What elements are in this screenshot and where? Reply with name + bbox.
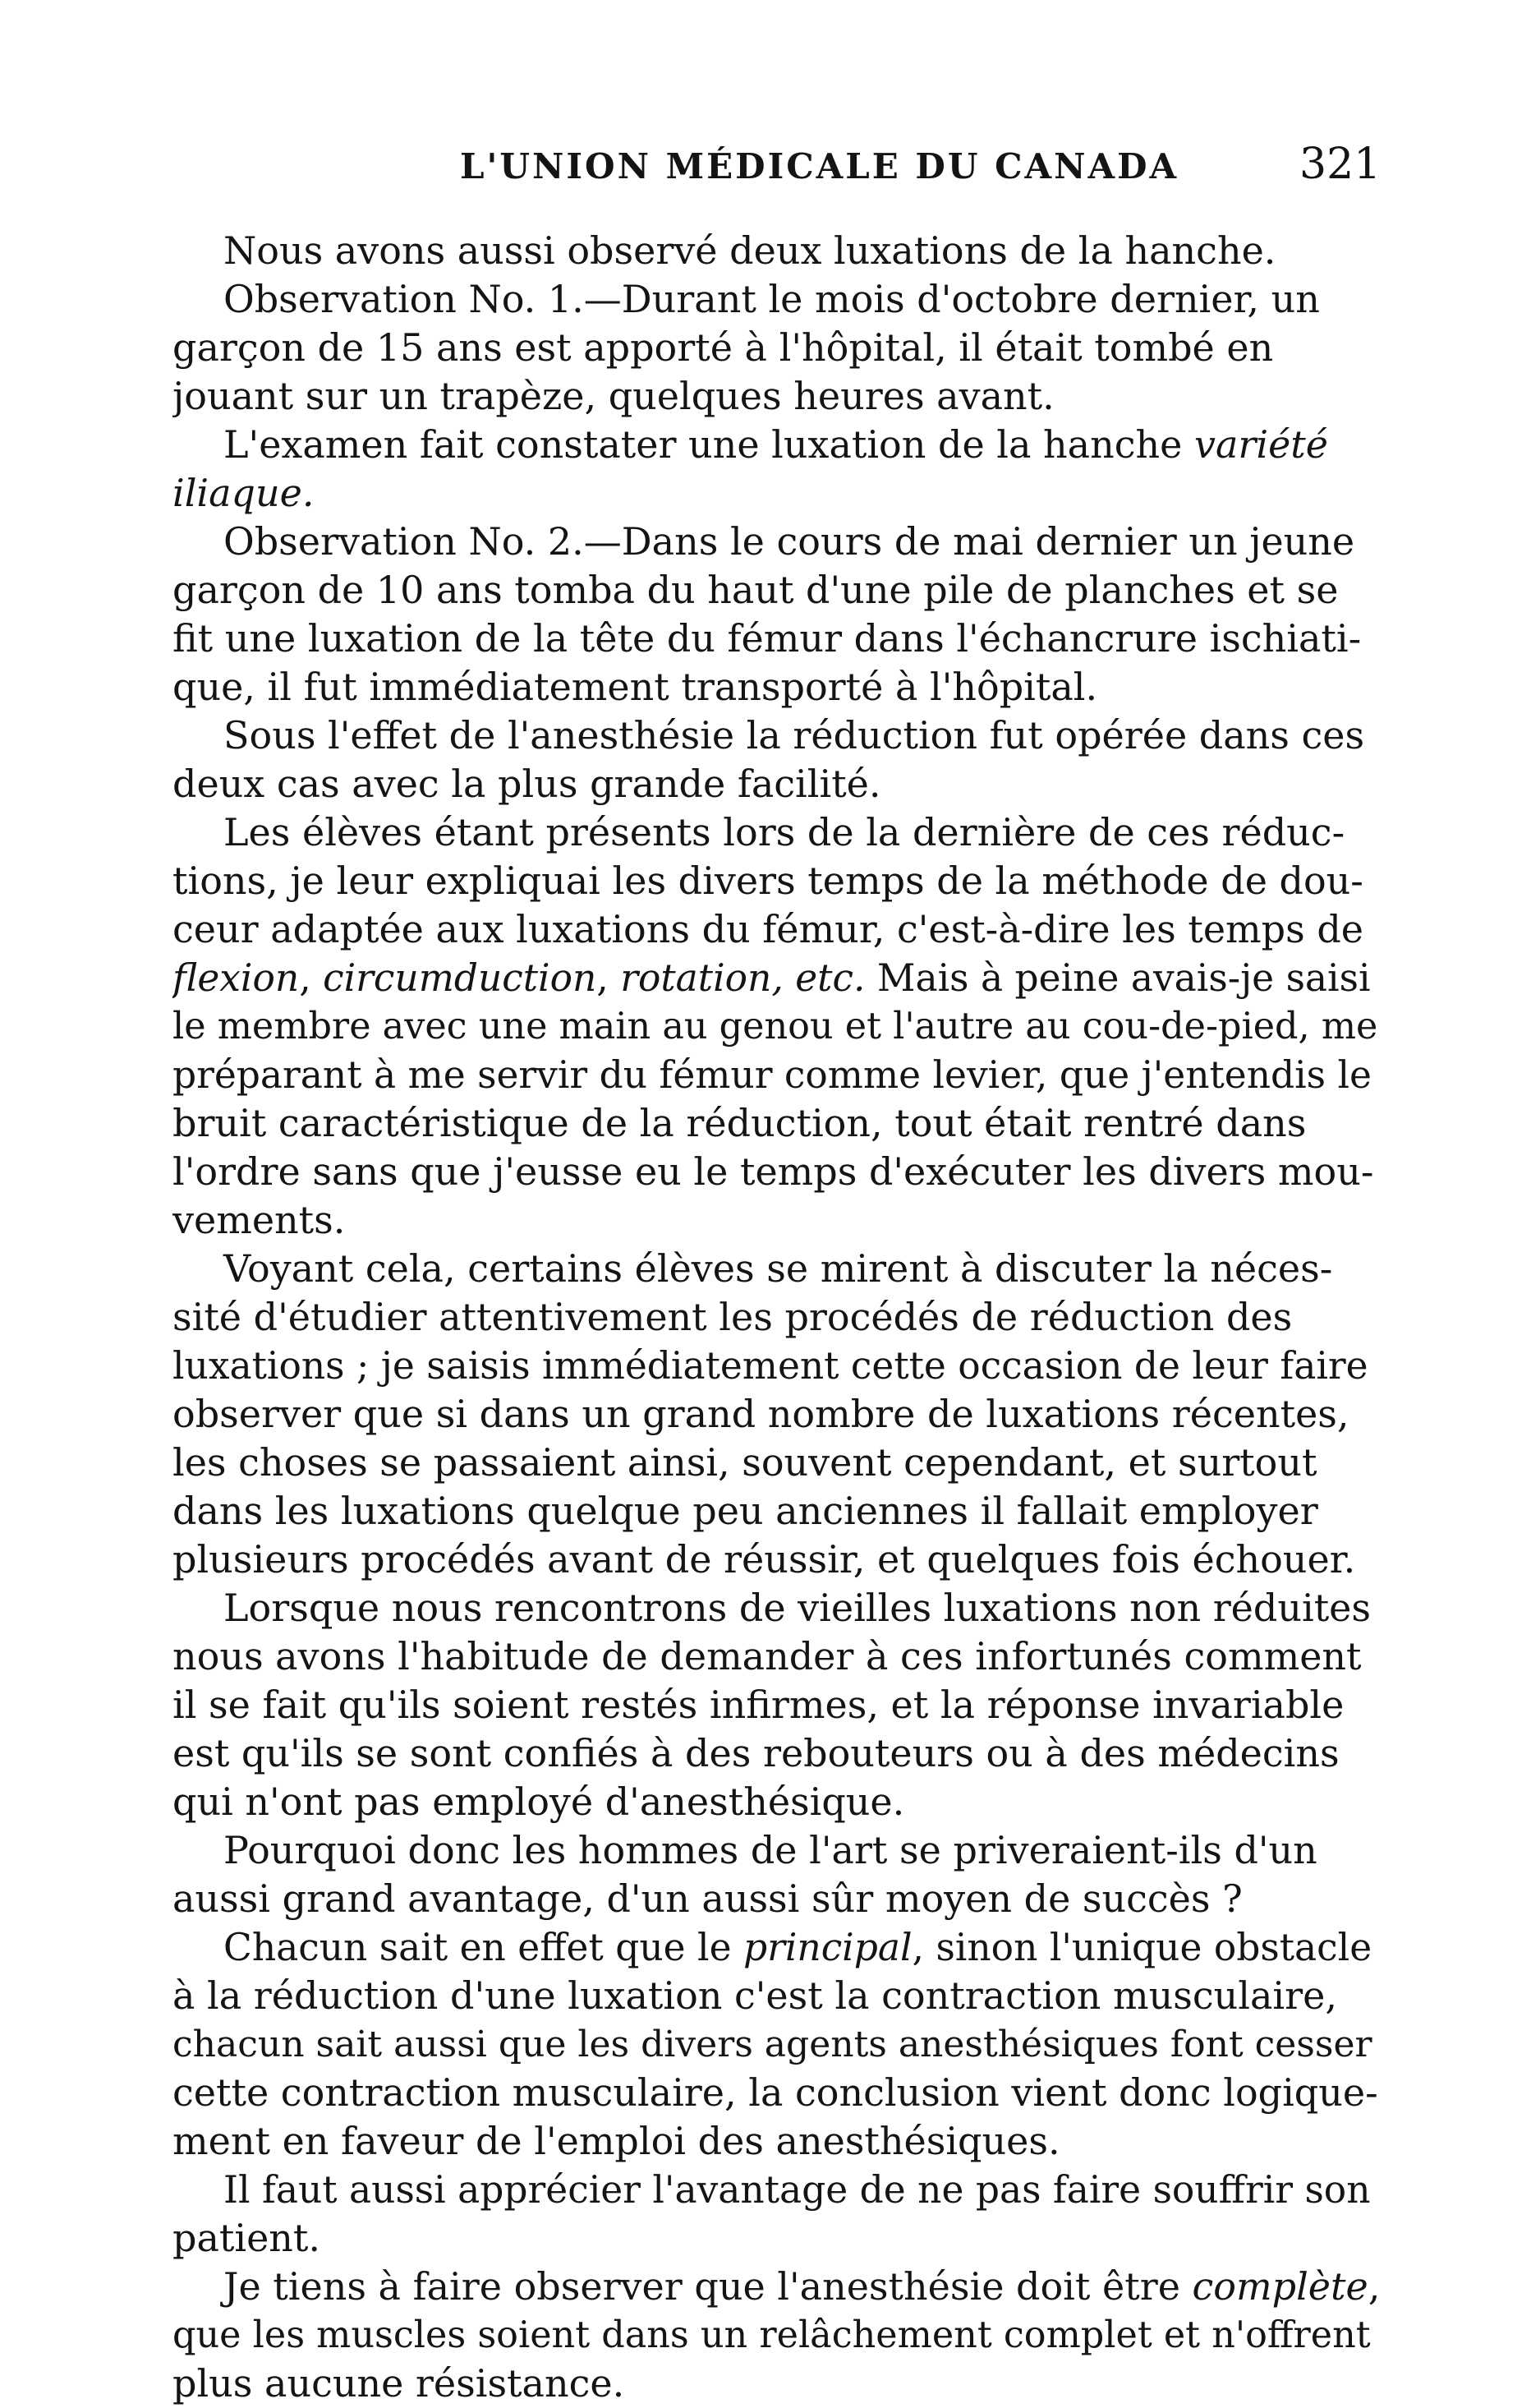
line-text: est qu'ils se sont confiés à des rebouteurs ou à des médecins	[172, 1731, 1340, 1775]
line-text: chacun sait aussi que les divers agents anesthésiques font cesser	[172, 2024, 1372, 2065]
line-text: préparant à me servir du fémur comme levier, que j'entendis le	[172, 1053, 1372, 1097]
text-line	[172, 421, 1380, 469]
italic-text: circumduction	[323, 956, 597, 1000]
line-text: ,	[596, 956, 621, 1000]
line-text: Mais à peine avais-je saisi	[865, 956, 1371, 1000]
line-text: Chacun sait en effet que le	[223, 1926, 743, 1969]
line-text: Sous l'effet de l'anesthésie la réduction fut opérée dans ces	[223, 713, 1365, 757]
text-line	[172, 2020, 1380, 2069]
text-line	[172, 1923, 1380, 1972]
text-line	[172, 566, 1380, 615]
text-line	[172, 1681, 1380, 1729]
line-text: dans les luxations quelque peu anciennes il fallait employer	[172, 1489, 1318, 1533]
text-line	[172, 2166, 1380, 2214]
line-text: L'examen fait constater une luxation de la hanche	[223, 422, 1194, 467]
text-line	[172, 2069, 1380, 2117]
line-text: le membre avec une main au genou et l'autre au cou-de-pied, me	[172, 1006, 1378, 1047]
text-line	[172, 2117, 1380, 2166]
line-text: sité d'étudier attentivement les procédés de réduction des	[172, 1295, 1293, 1339]
text-line	[172, 760, 1380, 808]
text-line	[172, 372, 1380, 421]
line-text: ,	[299, 956, 324, 1000]
line-text: Je tiens à faire observer que l'anesthésie doit être	[223, 2264, 1193, 2309]
text-line	[172, 1487, 1380, 1536]
text-line	[172, 227, 1380, 275]
text-line	[172, 2360, 1380, 2408]
line-text: plus aucune résistance.	[172, 2361, 625, 2406]
text-line	[172, 1245, 1380, 1293]
line-text: Observation No. 1.—Durant le mois d'octobre dernier, un	[223, 277, 1320, 321]
line-text: Pourquoi donc les hommes de l'art se priveraient-ils d'un	[223, 1828, 1317, 1872]
line-text: il se fait qu'ils soient restés infirmes, et la réponse invariable	[172, 1683, 1345, 1727]
line-text: garçon de 15 ans est apporté à l'hôpital, il était tombé en	[172, 325, 1274, 370]
line-text: observer que si dans un grand nombre de luxations récentes,	[172, 1392, 1349, 1436]
italic-text: iliaque.	[172, 471, 315, 515]
italic-text: variété	[1193, 422, 1329, 467]
text-line	[172, 1729, 1380, 1778]
text-line	[172, 1390, 1380, 1439]
page-number: 321	[1299, 140, 1382, 189]
line-text: Nous avons aussi observé deux luxations de la hanche.	[223, 228, 1276, 273]
text-line	[172, 857, 1380, 905]
text-line	[172, 1826, 1380, 1875]
line-text: fit une luxation de la tête du fémur dans l'échancrure ischiati-	[172, 616, 1362, 661]
text-line	[172, 1002, 1380, 1051]
text-line	[172, 1293, 1380, 1342]
line-text: Les élèves étant présents lors de la dernière de ces réduc-	[223, 810, 1345, 854]
text-line	[172, 905, 1380, 954]
text-line	[172, 2263, 1380, 2311]
text-line	[172, 275, 1380, 324]
line-text: luxations ; je saisis immédiatement cette occasion de leur faire	[172, 1344, 1368, 1388]
text-line	[172, 1051, 1380, 1099]
line-text: Observation No. 2.—Dans le cours de mai dernier un jeune	[223, 519, 1355, 564]
line-text: Lorsque nous rencontrons de vieilles luxations non réduites	[223, 1586, 1372, 1630]
line-text: que, il fut immédiatement transporté à l'hôpital.	[172, 665, 1098, 709]
text-line	[172, 1099, 1380, 1148]
text-line	[172, 1875, 1380, 1923]
text-line	[172, 711, 1380, 760]
line-text: plusieurs procédés avant de réussir, et quelques fois échouer.	[172, 1537, 1356, 1582]
text-line	[172, 1536, 1380, 1584]
text-line	[172, 615, 1380, 663]
line-text: qui n'ont pas employé d'anesthésique.	[172, 1780, 905, 1824]
line-text: cette contraction musculaire, la conclusion vient donc logique-	[172, 2070, 1378, 2115]
line-text: vements.	[172, 1198, 346, 1242]
text-line	[172, 324, 1380, 372]
line-text: , sinon l'unique obstacle	[912, 1926, 1372, 1969]
line-text: deux cas avec la plus grande facilité.	[172, 762, 881, 806]
text-line	[172, 1342, 1380, 1390]
body-text	[172, 227, 1380, 2408]
text-line	[172, 1584, 1380, 1632]
line-text: patient.	[172, 2216, 321, 2260]
running-title: L'UNION MÉDICALE DU CANADA	[460, 146, 1179, 186]
line-text: bruit caractéristique de la réduction, tout était rentré dans	[172, 1101, 1307, 1145]
text-line	[172, 518, 1380, 566]
italic-text: rotation, etc.	[620, 956, 866, 1000]
text-line	[172, 1972, 1380, 2020]
text-line	[172, 2311, 1380, 2360]
text-line	[172, 1148, 1380, 1196]
text-line	[172, 1196, 1380, 1245]
line-text: les choses se passaient ainsi, souvent cependant, et surtout	[172, 1440, 1317, 1485]
line-text: garçon de 10 ans tomba du haut d'une pile de planches et se	[172, 568, 1339, 612]
line-text: que les muscles soient dans un relâchement complet et n'offrent	[172, 2314, 1371, 2356]
text-line	[172, 663, 1380, 711]
line-text: ,	[1368, 2264, 1380, 2309]
text-line	[172, 2214, 1380, 2263]
line-text: jouant sur un trapèze, quelques heures avant.	[172, 374, 1055, 418]
text-line	[172, 1632, 1380, 1681]
line-text: nous avons l'habitude de demander à ces infortunés comment	[172, 1634, 1362, 1678]
line-text: ment en faveur de l'emploi des anesthésiques.	[172, 2119, 1060, 2163]
line-text: à la réduction d'une luxation c'est la contraction musculaire,	[172, 1973, 1337, 2018]
line-text: aussi grand avantage, d'un aussi sûr moyen de succès ?	[172, 1876, 1243, 1921]
line-text: Il faut aussi apprécier l'avantage de ne pas faire souffrir son	[223, 2168, 1371, 2212]
italic-text: principal	[743, 1926, 913, 1969]
text-line	[172, 1439, 1380, 1487]
line-text: tions, je leur expliquai les divers temps de la méthode de dou-	[172, 859, 1363, 903]
line-text: l'ordre sans que j'eusse eu le temps d'exécuter les divers mou-	[172, 1149, 1374, 1194]
italic-text: flexion	[172, 956, 300, 1000]
text-line	[172, 808, 1380, 857]
text-line	[172, 954, 1380, 1002]
line-text: Voyant cela, certains élèves se mirent à discuter la néces-	[223, 1246, 1333, 1291]
text-line	[172, 1778, 1380, 1826]
italic-text: complète	[1192, 2264, 1368, 2309]
text-line	[172, 469, 1380, 518]
line-text: ceur adaptée aux luxations du fémur, c'est-à-dire les temps de	[172, 907, 1364, 951]
